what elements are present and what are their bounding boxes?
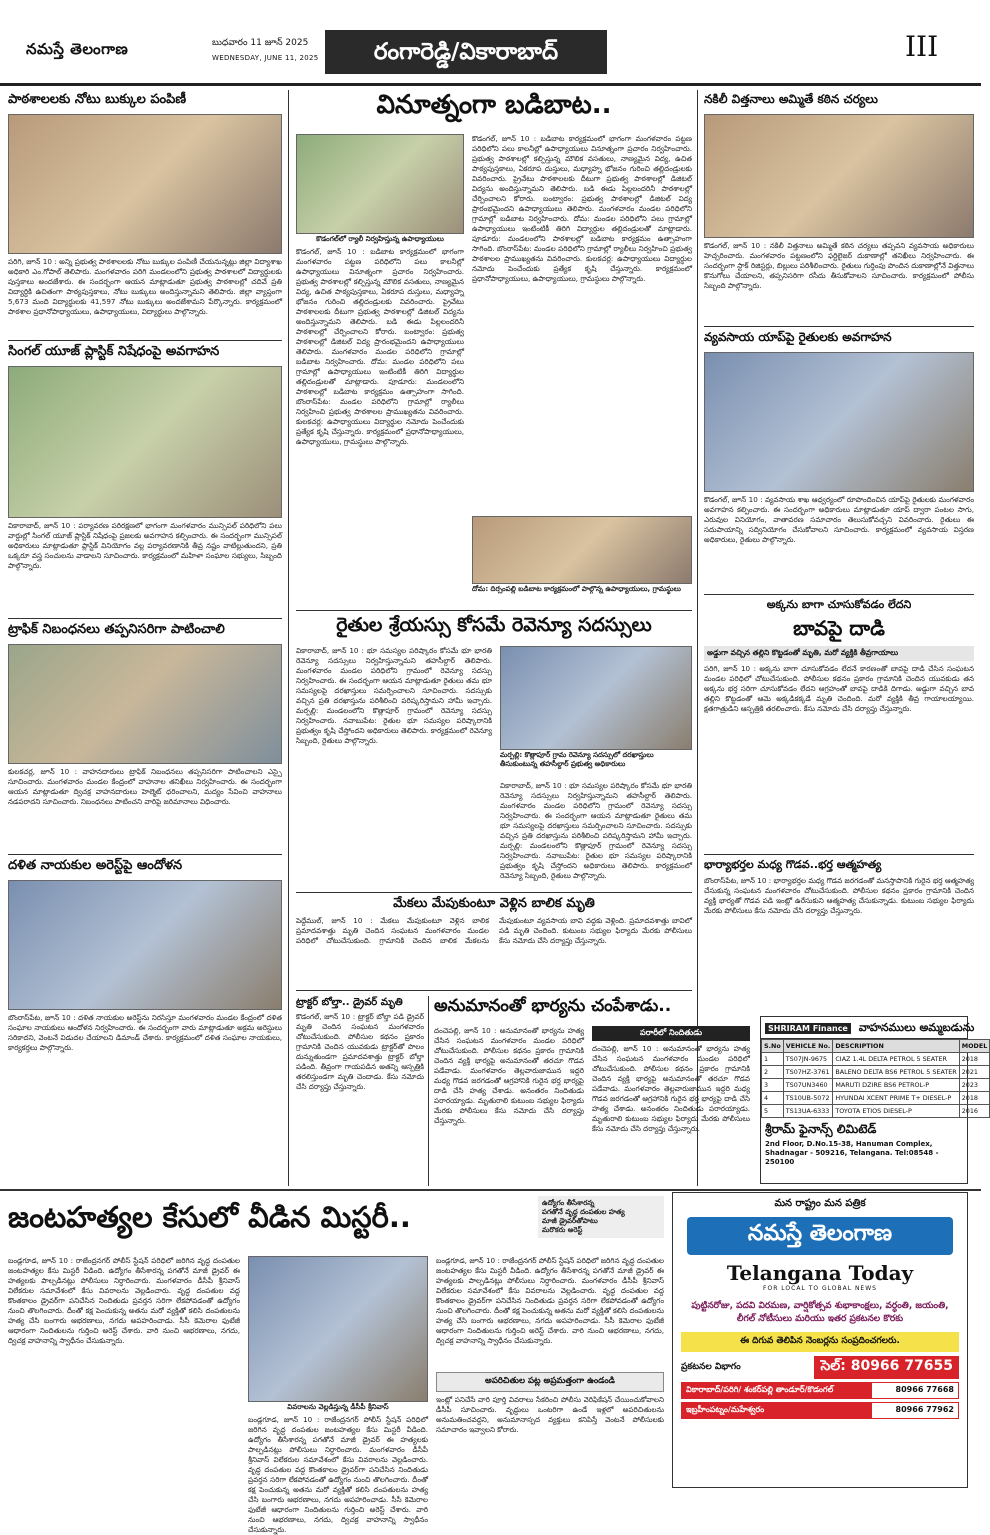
table-cell: 2018: [959, 1092, 990, 1105]
article-body: బొంరాస్‌పేట, జూన్ 10 : భార్యాభర్తల మధ్య గొడవ జరగడంతో మనస్తాపానికి గురైన భర్త ఆత్మహత్య చేసుకున్న సంఘటన మంగళవారం చోటుచేసుకుంది. పోలీసుల కథనం ప్రకారం గ్రామానికి చెందిన వ్యక్తి భార్యతో గొడవ పడి ఇంట్లో ఉరేసుకుని ఆత్మహత్య చేసుకున్నాడు. కుటుంబ సభ్యుల ఫిర్యాదు మేరకు పోలీసులు కేసు నమోదు చేసి దర్యాప్తు చేస్తున్నారు.: [704, 876, 974, 915]
side-box-title: అపరిచితుల పట్ల అప్రమత్తంగా ఉండండి: [436, 1372, 664, 1392]
article-goats: [296, 896, 692, 988]
table-cell: 2021: [959, 1066, 990, 1079]
table-cell: 1: [762, 1053, 784, 1066]
article-body-left: బండ్లగూడ, జూన్ 10 : రాజేంద్రనగర్ పోలీస్ స్టేషన్ పరిధిలో జరిగిన వృద్ధ దంపతుల జంటహత్యల కేసు మిస్టరీ వీడింది. ఉద్యోగం తీసేశారన్న పగతోనే మాజీ డ్రైవర్ ఈ హత్యలకు పాల్పడినట్లు పోలీసులు నిర్ధారించారు. మంగళవారం డీసీపీ శ్రీనివాస్ విలేకరుల సమావేశంలో కేసు వివరాలను వెల్లడించారు. వృద్ధ దంపతుల వద్ద కొంతకాలం డ్రైవర్‌గా పనిచేసిన నిందితుడు ప్రవర్తన సరిగా లేకపోవడంతో ఉద్యోగం నుంచి తొలగించారు. దీంతో కక్ష పెంచుకున్న అతను మరో వ్యక్తితో కలిసి దంపతులను హత్య చేసి బంగారు ఆభరణాలు, నగదు అపహరించాడు. సీసీ కెమెరాల ఫుటేజీ ఆధారంగా నిందితులను గుర్తించి అరెస్ట్ చేశారు. వారి నుంచి ఆభరణాలు, నగదు, ద్విచక్ర వాహనాన్ని స్వాధీనం చేసుకున్నారు.: [8, 1256, 240, 1345]
article-body-right: బండ్లగూడ, జూన్ 10 : రాజేంద్రనగర్ పోలీస్ స్టేషన్ పరిధిలో జరిగిన వృద్ధ దంపతుల జంటహత్యల కేసు మిస్టరీ వీడింది. ఉద్యోగం తీసేశారన్న పగతోనే మాజీ డ్రైవర్ ఈ హత్యలకు పాల్పడినట్లు పోలీసులు నిర్ధారించారు. మంగళవారం డీసీపీ శ్రీనివాస్ విలేకరుల సమావేశంలో కేసు వివరాలను వెల్లడించారు. వృద్ధ దంపతుల వద్ద కొంతకాలం డ్రైవర్‌గా పనిచేసిన నిందితుడు ప్రవర్తన సరిగా లేకపోవడంతో ఉద్యోగం నుంచి తొలగించారు. దీంతో కక్ష పెంచుకున్న అతను మరో వ్యక్తితో కలిసి దంపతులను హత్య చేసి బంగారు ఆభరణాలు, నగదు అపహరించాడు. సీసీ కెమెరాల ఫుటేజీ ఆధారంగా నిందితులను గుర్తించి అరెస్ట్ చేశారు. వారి నుంచి ఆభరణాలు, నగదు, ద్విచక్ర వాహనాన్ని స్వాధీనం చేసుకున్నారు.: [436, 1256, 664, 1345]
telangana-today-sub: FOR LOCAL TO GLOBAL NEWS: [763, 1285, 877, 1292]
article-body-left: దంచెపల్లి, జూన్ 10 : అనుమానంతో భార్యను హత్య చేసిన సంఘటన మంగళవారం మండల పరిధిలో చోటుచేసుకుంది. పోలీసుల కథనం ప్రకారం గ్రామానికి చెందిన వ్యక్తి భార్యపై అనుమానంతో తరచూ గొడవ పడేవాడు. మంగళవారం తెల్లవారుజామున ఇద్దరి మధ్య గొడవ జరగడంతో ఆగ్రహానికి గురైన భర్త భార్యపై దాడి చేసి హత్య చేశాడు. అనంతరం నిందితుడు పరారయ్యాడు. మృతురాలి కుటుంబ సభ్యుల ఫిర్యాదు మేరకు పోలీసులు కేసు నమోదు చేసి దర్యాప్తు చేస్తున్నారు.: [434, 1026, 584, 1125]
side-box-body: ఇంట్లో పనిచేసే వారి పూర్తి వివరాలు సేకరించి పోలీసు వెరిఫికేషన్ చేయించుకోవాలని డీసీపీ సూచించారు. వృద్ధులు ఒంటరిగా ఉండే ఇళ్లలో అపరిచితులను అనుమతించవద్దని, అనుమానాస్పద వ్యక్తులు కనిపిస్తే వెంటనే పోలీసులకు సమాచారం ఇవ్వాలని కోరారు.: [436, 1395, 664, 1434]
ad-main-contact: [681, 1356, 959, 1379]
table-cell: BALENO DELTA BS6 PETROL 5 SEATER: [833, 1066, 959, 1079]
column-header: VEHICLE No.: [783, 1040, 833, 1053]
article-mystery: [8, 1194, 664, 1534]
table-cell: TS07JN-9675: [783, 1053, 833, 1066]
headline: బావపై దాడి: [793, 616, 885, 640]
sub-box: పరారీలో నిందితుడు: [592, 1026, 750, 1041]
photo-caption: వివరాలను వెల్లడిస్తున్న డీసీపీ శ్రీనివాస్: [287, 1403, 389, 1411]
date-telugu: బుధవారం 11 జూన్ 2025: [212, 38, 309, 48]
article-well: [704, 598, 974, 852]
ad-main-phone: సెల్: 80966 77655: [814, 1356, 959, 1379]
article-seeds: [704, 92, 974, 324]
headline: నకిలీ విత్తనాలు అమ్మితే కఠిన చర్యలు: [704, 92, 878, 106]
article-rule: [704, 594, 974, 595]
headline: జంటహత్యల కేసులో వీడిన మిస్టరీ..: [8, 1200, 411, 1234]
shriram-logo: SHRIRAM Finance: [765, 1023, 851, 1034]
ad-main-label: ప్రకటనల విభాగం: [681, 1361, 741, 1372]
side-points: [538, 1196, 664, 1238]
column-header: DESCRIPTION: [833, 1040, 959, 1053]
paper-logo: నమస్తే తెలంగాణ: [26, 40, 129, 58]
photo-caption: దోమ: దిర్సంపల్లి బడిబాట కార్యక్రమంలో పాల్గొన్న ఉపాధ్యాయులు, గ్రామస్థులు: [472, 585, 681, 593]
article-rule: [296, 892, 692, 893]
article-body: కొడంగల్, జూన్ 10 : వ్యవసాయ శాఖ ఆధ్వర్యంలో రూపొందించిన యాప్‌పై రైతులకు మంగళవారం అవగాహన కల్పించారు. ఈ సందర్భంగా అధికారులు మాట్లాడుతూ యాప్ ద్వారా పంటల సాగు, ఎరువుల వినియోగం, వాతావరణ సమాచారం తెలుసుకోవచ్చని వివరించారు. రైతులు ఈ సదుపాయాన్ని సద్వినియోగం చేసుకోవాలని సూచించారు. కార్యక్రమంలో వ్యవసాయ విస్తరణ అధికారులు, రైతులు పాల్గొన్నారు.: [704, 495, 974, 544]
company-address-2: Shadnagar - 509216, Telangana. Tel:08548 - 250100: [765, 1149, 939, 1166]
article-rule: [8, 854, 282, 855]
vehicle-ad-title: [761, 1017, 975, 1039]
side-point: ఉద్యోగం తీసేశారన్న: [542, 1199, 595, 1207]
article-badibata: [296, 90, 692, 608]
article-body-left: కొడంగల్, జూన్ 10 : బడిబాట కార్యక్రమంలో భాగంగా మంగళవారం పట్టణ పరిధిలోని పలు కాలనీల్లో ఉపాధ్యాయులు వినూత్నంగా ప్రచారం నిర్వహించారు. ప్రభుత్వ పాఠశాలల్లో కల్పిస్తున్న మౌలిక వసతులు, నాణ్యమైన విద్య, ఉచిత పాఠ్యపుస్తకాలు, ఏకరూప దుస్తులు, మధ్యాహ్న భోజనం గురించి తల్లిదండ్రులకు వివరించారు. ప్రైవేటు పాఠశాలలకు దీటుగా ప్రభుత్వ పాఠశాలల్లో డిజిటల్ విద్యను అందిస్తున్నామని తెలిపారు. బడి ఈడు పిల్లలందరినీ పాఠశాలల్లో చేర్పించాలని కోరారు. బంట్వారం: ప్రభుత్వ పాఠశాలల్లో డిజిటల్ విద్య ప్రారంభమైందని ఉపాధ్యాయులు తెలిపారు. మంగళవారం మండల పరిధిలోని గ్రామాల్లో బడిబాట నిర్వహించారు. దోమ: మండల పరిధిలోని పలు గ్రామాల్లో ఉపాధ్యాయులు ఇంటింటికీ తిరిగి విద్యార్థుల తల్లిదండ్రులతో మాట్లాడారు. పూడూరు: మండలంలోని పాఠశాలల్లో బడిబాట కార్యక్రమం ఉత్సాహంగా సాగింది. బొంరాస్‌పేట: మండల పరిధిలోని గ్రామాల్లో ర్యాలీలు నిర్వహించి ప్రభుత్వ పాఠశాలల ప్రాముఖ్యతను వివరించారు. కులకచర్ల: ఉపాధ్యాయులు విద్యార్థుల నమోదు పెంచేందుకు ప్రత్యేక కృషి చేస్తున్నారు. కార్యక్రమంలో ప్రధానోపాధ్యాయులు, ఉపాధ్యాయులు, గ్రామస్థులు పాల్గొన్నారు.: [296, 247, 464, 446]
article-body: వికారాబాద్, జూన్ 10 : పర్యావరణ పరిరక్షణలో భాగంగా మంగళవారం మున్సిపల్ పరిధిలోని పలు వార్డుల్లో సింగల్ యూజ్ ప్లాస్టిక్ నిషేధంపై ప్రజలకు అవగాహన కల్పించారు. ఈ సందర్భంగా మున్సిపల్ అధికారులు మాట్లాడుతూ ప్లాస్టిక్ వినియోగం వల్ల పర్యావరణానికి తీవ్ర నష్టం వాటిల్లుతుందని, ప్రతి ఒక్కరూ వస్త్ర సంచులను వాడాలని సూచించారు. కార్యక్రమంలో మహిళా సంఘాల సభ్యులు, సిబ్బంది పాల్గొన్నారు.: [8, 521, 282, 570]
branch-location: వికారాబాద్/పరిగి/ శంకర్‌పల్లి తాండూర్/కొడంగల్: [682, 1383, 872, 1398]
headline: పాఠశాలలకు నోటు బుక్కుల పంపిణీ: [8, 92, 187, 107]
date-english: WEDNESDAY, JUNE 11, 2025: [212, 54, 319, 62]
headline: వ్యవసాయ యాప్‌పై రైతులకు అవగాహన: [704, 330, 892, 344]
table-cell: CIAZ 1.4L DELTA PETROL 5 SEATER: [833, 1053, 959, 1066]
company-name: శ్రీరామ్ ఫైనాన్స్ లిమిటెడ్: [765, 1122, 877, 1136]
namaste-telangana-logo: నమస్తే తెలంగాణ: [687, 1217, 953, 1255]
table-cell: 3: [762, 1079, 784, 1092]
column-rule: [288, 90, 289, 1186]
vehicle-ad-heading: వాహనములు అమ్మబడును: [858, 1021, 975, 1034]
article-wife: [434, 996, 752, 1186]
ad-branch-row: [681, 1402, 959, 1419]
table-cell: TS07UN3460: [783, 1079, 833, 1092]
article-dalit: [8, 858, 282, 1186]
photo-block: [500, 646, 692, 887]
column-header: S.No: [762, 1040, 784, 1053]
article-photo: [704, 114, 974, 238]
headline: ట్రాఫిక్ నిబంధనలు తప్పనిసరిగా పాటించాలి: [8, 622, 225, 637]
article-photo: [472, 516, 692, 584]
side-point: మరొకరు అరెస్ట్: [542, 1226, 583, 1234]
table-cell: 2023: [959, 1079, 990, 1092]
article-body-right: దంచెపల్లి, జూన్ 10 : అనుమానంతో భార్యను హత్య చేసిన సంఘటన మంగళవారం మండల పరిధిలో చోటుచేసుకుంది. పోలీసుల కథనం ప్రకారం గ్రామానికి చెందిన వ్యక్తి భార్యపై అనుమానంతో తరచూ గొడవ పడేవాడు. మంగళవారం తెల్లవారుజామున ఇద్దరి మధ్య గొడవ జరగడంతో ఆగ్రహానికి గురైన భర్త భార్యపై దాడి చేసి హత్య చేశాడు. అనంతరం నిందితుడు పరారయ్యాడు. మృతురాలి కుటుంబ సభ్యుల ఫిర్యాదు మేరకు పోలీసులు కేసు నమోదు చేసి దర్యాప్తు చేస్తున్నారు.: [592, 1044, 750, 1133]
column-header: MODEL: [959, 1040, 990, 1053]
article-photo: [248, 1256, 428, 1402]
photo-caption: మర్పల్లి: కొత్లాపూర్ గ్రామ రెవెన్యూ సదస్సులో దరఖాస్తులు తీసుకుంటున్న తహసీల్దార్ ప్రభుత్వ అధికారులు: [500, 751, 654, 768]
article-tractor: [296, 996, 424, 1186]
side-point: పగతోనే వృద్ధ దంపతుల హత్య: [542, 1208, 625, 1216]
table-cell: TS10UB-5072: [783, 1092, 833, 1105]
table-row: [762, 1053, 990, 1066]
branch-phone: 80966 77962: [895, 1405, 954, 1414]
article-photo: [8, 114, 282, 254]
table-row: [762, 1066, 990, 1079]
article-photo: [296, 134, 464, 234]
table-cell: 2018: [959, 1053, 990, 1066]
table-cell: TS07HZ-3761: [783, 1066, 833, 1079]
table-cell: 2016: [959, 1105, 990, 1118]
article-body-right: కొడంగల్, జూన్ 10 : బడిబాట కార్యక్రమంలో భాగంగా మంగళవారం పట్టణ పరిధిలోని పలు కాలనీల్లో ఉపాధ్యాయులు వినూత్నంగా ప్రచారం నిర్వహించారు. ప్రభుత్వ పాఠశాలల్లో కల్పిస్తున్న మౌలిక వసతులు, నాణ్యమైన విద్య, ఉచిత పాఠ్యపుస్తకాలు, ఏకరూప దుస్తులు, మధ్యాహ్న భోజనం గురించి తల్లిదండ్రులకు వివరించారు. ప్రైవేటు పాఠశాలలకు దీటుగా ప్రభుత్వ పాఠశాలల్లో డిజిటల్ విద్యను అందిస్తున్నామని తెలిపారు. బడి ఈడు పిల్లలందరినీ పాఠశాలల్లో చేర్పించాలని కోరారు. బంట్వారం: ప్రభుత్వ పాఠశాలల్లో డిజిటల్ విద్య ప్రారంభమైందని ఉపాధ్యాయులు తెలిపారు. మంగళవారం మండల పరిధిలోని గ్రామాల్లో బడిబాట నిర్వహించారు. దోమ: మండల పరిధిలోని పలు గ్రామాల్లో ఉపాధ్యాయులు ఇంటింటికీ తిరిగి విద్యార్థుల తల్లిదండ్రులతో మాట్లాడారు. పూడూరు: మండలంలోని పాఠశాలల్లో బడిబాట కార్యక్రమం ఉత్సాహంగా సాగింది. బొంరాస్‌పేట: మండల పరిధిలోని గ్రామాల్లో ర్యాలీలు నిర్వహించి ప్రభుత్వ పాఠశాలల ప్రాముఖ్యతను వివరించారు. కులకచర్ల: ఉపాధ్యాయులు విద్యార్థుల నమోదు పెంచేందుకు ప్రత్యేక కృషి చేస్తున్నారు. కార్యక్రమంలో ప్రధానోపాధ్యాయులు, ఉపాధ్యాయులు, గ్రామస్థులు పాల్గొన్నారు.: [472, 134, 692, 283]
headline: మేకలు మేపుకుంటూ వెళ్లిన బాలిక మృతి: [393, 896, 595, 911]
headline: సింగల్ యూజ్ ప్లాస్టిక్ నిషేధంపై అవగాహన: [8, 344, 220, 359]
branch-location: ఇబ్రహీంపట్నం/మహేశ్వరం: [682, 1403, 872, 1418]
section-title: రంగారెడ్డి/వికారాబాద్: [325, 30, 607, 74]
headline: రైతుల శ్రేయస్సు కోసమే రెవెన్యూ సదస్సులు: [336, 614, 652, 636]
article-rule: [8, 618, 282, 619]
photo-block: [248, 1256, 428, 1534]
article-photo: [8, 644, 282, 764]
article-body: పరిగి, జూన్ 10 : అక్కను బాగా చూసుకోవడం లేదనే కారణంతో బావపై దాడి చేసిన సంఘటన మండల పరిధిలో చోటుచేసుకుంది. పోలీసుల కథనం ప్రకారం గ్రామానికి చెందిన యువకుడు తన అక్కను భర్త సరిగా చూసుకోవడం లేదని ఆగ్రహంతో బావపై దాడికి దిగాడు. అడ్డుగా వచ్చిన బావ తల్లిని కొట్టడంతో ఆమె అక్కడికక్కడే మృతి చెందింది. మరో వ్యక్తికి తీవ్ర గాయాలయ్యాయి. క్షతగాత్రుడిని ఆస్పత్రికి తరలించారు. కేసు నమోదు చేసి దర్యాప్తు చేస్తున్నారు.: [704, 664, 974, 713]
side-point: మాజీ డ్రైవర్‌తోపాటు: [542, 1217, 598, 1225]
ad-call-text: ఈ దిగువ తెలిపిన నెంబర్లను సంప్రదించగలరు.: [681, 1332, 959, 1352]
vehicle-sale-ad: [760, 1016, 988, 1184]
article-rule: [704, 854, 974, 855]
telangana-today-logo: Telangana Today: [726, 1261, 914, 1285]
newspaper-ad: [672, 1192, 968, 1488]
headline: దళిత నాయకుల అరెస్ట్‌పై ఆందోళన: [8, 858, 183, 873]
table-cell: MARUTI DZIRE BS6 PETROL-P: [833, 1079, 959, 1092]
article-photo: [8, 366, 282, 518]
article-body-right: వికారాబాద్, జూన్ 10 : భూ సమస్యల పరిష్కారం కోసమే భూ భారతి రెవెన్యూ సదస్సులు నిర్వహిస్తున్నామని తహసీల్దార్ తెలిపారు. మంగళవారం మండల పరిధిలోని గ్రామంలో రెవెన్యూ సదస్సు నిర్వహించారు. ఈ సందర్భంగా ఆయన మాట్లాడుతూ రైతులు తమ భూ సమస్యలపై దరఖాస్తులు సమర్పించాలని సూచించారు. సదస్సుకు వచ్చిన ప్రతి దరఖాస్తును పరిశీలించి పరిష్కరిస్తామని హామీ ఇచ్చారు. మర్పల్లి: మండలంలోని కొత్లాపూర్ గ్రామంలో రెవెన్యూ సదస్సు నిర్వహించారు. నవాబుపేట: రైతుల భూ సమస్యల పరిష్కారానికి ప్రభుత్వం కృషి చేస్తోందని అధికారులు తెలిపారు. కార్యక్రమంలో రెవెన్యూ సిబ్బంది, రైతులు పాల్గొన్నారు.: [500, 781, 692, 880]
table-cell: TOYOTA ETIOS DIESEL-P: [833, 1105, 959, 1118]
photo-block-right: [472, 134, 692, 594]
branch-phone: 80966 77668: [895, 1385, 954, 1394]
article-plastic: [8, 344, 282, 616]
article-body-mid: బండ్లగూడ, జూన్ 10 : రాజేంద్రనగర్ పోలీస్ స్టేషన్ పరిధిలో జరిగిన వృద్ధ దంపతుల జంటహత్యల కేసు మిస్టరీ వీడింది. ఉద్యోగం తీసేశారన్న పగతోనే మాజీ డ్రైవర్ ఈ హత్యలకు పాల్పడినట్లు పోలీసులు నిర్ధారించారు. మంగళవారం డీసీపీ శ్రీనివాస్ విలేకరుల సమావేశంలో కేసు వివరాలను వెల్లడించారు. వృద్ధ దంపతుల వద్ద కొంతకాలం డ్రైవర్‌గా పనిచేసిన నిందితుడు ప్రవర్తన సరిగా లేకపోవడంతో ఉద్యోగం నుంచి తొలగించారు. దీంతో కక్ష పెంచుకున్న అతను మరో వ్యక్తితో కలిసి దంపతులను హత్య చేసి బంగారు ఆభరణాలు, నగదు అపహరించాడు. సీసీ కెమెరాల ఫుటేజీ ఆధారంగా నిందితులను గుర్తించి అరెస్ట్ చేశారు. వారి నుంచి ఆభరణాలు, నగదు, ద్విచక్ర వాహనాన్ని స్వాధీనం చేసుకున్నారు.: [248, 1415, 428, 1534]
sub-block: [592, 1026, 750, 1184]
article-rule: [8, 340, 282, 341]
table-cell: HYUNDAI XCENT PRIME T+ DIESEL-P: [833, 1092, 959, 1105]
company-address-1: 2nd Floor, D.No.15-38, Hanuman Complex,: [765, 1140, 933, 1148]
article-revenue: [296, 614, 692, 890]
article-photo: [500, 646, 692, 750]
headline: ట్రాక్టర్ బోల్తా.. డ్రైవర్ మృతి: [296, 997, 403, 1008]
side-block: [436, 1256, 664, 1495]
article-couple: [704, 858, 974, 1008]
table-cell: 5: [762, 1105, 784, 1118]
article-traffic: [8, 622, 282, 852]
article-rule: [704, 326, 974, 327]
ad-occasions: పుట్టినరోజు, పదవి విరమణ, వార్షికోత్సవ శుభాకాంక్షలు, వర్ధంతి, జయంతి, లీగల్ నోటీసులు మరియు ఇతర ప్రకటనల కొరకు: [691, 1301, 949, 1324]
article-body: బొంరాస్‌పేట, జూన్ 10 : దళిత నాయకుల అరెస్ట్‌ను నిరసిస్తూ మంగళవారం మండల కేంద్రంలో దళిత సంఘాల నాయకులు ఆందోళన నిర్వహించారు. ఈ సందర్భంగా వారు మాట్లాడుతూ అక్రమ అరెస్టులు సరికాదని, వెంటనే విడుదల చేయాలని డిమాండ్ చేశారు. కార్యక్రమంలో దళిత సంఘాల నాయకులు, కార్యకర్తలు పాల్గొన్నారు.: [8, 1013, 282, 1052]
article-photo: [8, 880, 282, 1010]
article-body: కులకచర్ల, జూన్ 10 : వాహనదారులు ట్రాఫిక్ నిబంధనలు తప్పనిసరిగా పాటించాలని ఎస్సై సూచించారు. మంగళవారం మండల కేంద్రంలో వాహనాల తనిఖీలు నిర్వహించారు. ఈ సందర్భంగా ఆయన మాట్లాడుతూ ద్విచక్ర వాహనదారులు హెల్మెట్ ధరించాలని, మద్యం సేవించి వాహనాలు నడపరాదని సూచించారు. నిబంధనలు పాటించని వారిపై జరిమానాలు విధించారు.: [8, 767, 282, 806]
article-photo: [704, 352, 974, 492]
table-cell: TS13UA-6333: [783, 1105, 833, 1118]
article-notebooks: [8, 92, 282, 338]
article-body: పెద్దేముల్, జూన్ 10 : మేకలు మేపుకుంటూ వెళ్లిన బాలిక ప్రమాదవశాత్తు మృతి చెందిన సంఘటన మంగళవారం మండల పరిధిలో చోటుచేసుకుంది. గ్రామానికి చెందిన బాలిక మేకలను మేపుకుంటూ వ్యవసాయ బావి వద్దకు వెళ్లింది. ప్రమాదవశాత్తు బావిలో పడి మృతి చెందింది. కుటుంబ సభ్యుల ఫిర్యాదు మేరకు పోలీసులు కేసు నమోదు చేసి దర్యాప్తు చేస్తున్నారు.: [296, 916, 692, 945]
vehicle-table: [761, 1039, 990, 1118]
article-rule: [296, 990, 692, 991]
article-body: పరిగి, జూన్ 10 : అన్ని ప్రభుత్వ పాఠశాలలకు నోటు బుక్కుల పంపిణీ చేయనున్నట్లు జిల్లా విద్యాశాఖ అధికారి ఎం.గోపాల్ తెలిపారు. మంగళవారం పరిగి మండలంలోని ప్రభుత్వ పాఠశాలలో విద్యార్థులకు పుస్తకాలు అందజేశారు. ఈ సందర్భంగా ఆయన మాట్లాడుతూ ప్రభుత్వ పాఠశాలల్లో చదివే ప్రతి విద్యార్థికి ఉచితంగా పాఠ్యపుస్తకాలు, నోటు బుక్కులు అందిస్తున్నామని తెలిపారు. జిల్లా వ్యాప్తంగా 5,673 మంది విద్యార్థులకు 41,597 నోటు బుక్కులు అందజేశామని పేర్కొన్నారు. కార్యక్రమంలో పాఠశాల ప్రధానోపాధ్యాయులు, ఉపాధ్యాయులు, విద్యార్థులు పాల్గొన్నారు.: [8, 257, 282, 316]
photo-caption: కొడంగల్‌లో ర్యాలీ నిర్వహిస్తున్న ఉపాధ్యాయులు: [316, 235, 444, 243]
page-number: III: [905, 30, 939, 63]
table-row: [762, 1105, 990, 1118]
kicker: అక్కను బాగా చూసుకోవడం లేదని: [766, 598, 912, 611]
masthead: [0, 0, 981, 86]
article-body-left: వికారాబాద్, జూన్ 10 : భూ సమస్యల పరిష్కారం కోసమే భూ భారతి రెవెన్యూ సదస్సులు నిర్వహిస్తున్నామని తహసీల్దార్ తెలిపారు. మంగళవారం మండల పరిధిలోని గ్రామంలో రెవెన్యూ సదస్సు నిర్వహించారు. ఈ సందర్భంగా ఆయన మాట్లాడుతూ రైతులు తమ భూ సమస్యలపై దరఖాస్తులు సమర్పించాలని సూచించారు. సదస్సుకు వచ్చిన ప్రతి దరఖాస్తును పరిశీలించి పరిష్కరిస్తామని హామీ ఇచ్చారు. మర్పల్లి: మండలంలోని కొత్లాపూర్ గ్రామంలో రెవెన్యూ సదస్సు నిర్వహించారు. నవాబుపేట: రైతుల భూ సమస్యల పరిష్కారానికి ప్రభుత్వం కృషి చేస్తోందని అధికారులు తెలిపారు. కార్యక్రమంలో రెవెన్యూ సిబ్బంది, రైతులు పాల్గొన్నారు.: [296, 646, 492, 745]
table-row: [762, 1079, 990, 1092]
article-body: కొడంగల్, జూన్ 10 : ట్రాక్టర్ బోల్తా పడి డ్రైవర్ మృతి చెందిన సంఘటన మంగళవారం చోటుచేసుకుంది. పోలీసుల కథనం ప్రకారం గ్రామానికి చెందిన యువకుడు ట్రాక్టర్‌తో పొలం దున్నుతుండగా ప్రమాదవశాత్తు ట్రాక్టర్ బోల్తా పడింది. తీవ్రంగా గాయపడిన అతన్ని ఆస్పత్రికి తరలిస్తుండగా మృతి చెందాడు. కేసు నమోదు చేసి దర్యాప్తు చేస్తున్నారు.: [296, 1012, 424, 1091]
headline: భార్యాభర్తల మధ్య గొడవ..భర్త ఆత్మహత్య: [704, 858, 882, 871]
table-header-row: [762, 1040, 990, 1053]
ad-tagline: మన రాష్ట్రం మన పత్రిక: [774, 1198, 866, 1209]
article-rule: [296, 610, 692, 611]
section-rule: [0, 1189, 981, 1191]
headline: అనుమానంతో భార్యను చంపేశాడు..: [434, 996, 672, 1016]
article-agri-app: [704, 330, 974, 592]
strap: అడ్డుగా వచ్చిన తల్లిని కొట్టడంతో మృతి, మరో వ్యక్తికి తీవ్రగాయాలు: [704, 646, 974, 661]
headline: వినూత్నంగా బడిబాట..: [376, 90, 612, 120]
column-rule: [428, 996, 429, 1186]
photo-block: [296, 134, 464, 601]
table-row: [762, 1092, 990, 1105]
table-cell: 2: [762, 1066, 784, 1079]
table-cell: 4: [762, 1092, 784, 1105]
ad-branch-row: [681, 1382, 959, 1399]
article-body: కొడంగల్, జూన్ 10 : నకిలీ విత్తనాలు అమ్మితే కఠిన చర్యలు తప్పవని వ్యవసాయ అధికారులు హెచ్చరించారు. మంగళవారం పట్టణంలోని ఫర్టిలైజర్ దుకాణాల్లో తనిఖీలు నిర్వహించారు. ఈ సందర్భంగా స్టాక్ రిజిస్టర్లు, బిల్లులు పరిశీలించారు. రైతులు గుర్తింపు పొందిన దుకాణాల్లోనే విత్తనాలు కొనుగోలు చేయాలని, తప్పనిసరిగా రసీదు తీసుకోవాలని సూచించారు. కార్యక్రమంలో పోలీసు సిబ్బంది పాల్గొన్నారు.: [704, 241, 974, 290]
